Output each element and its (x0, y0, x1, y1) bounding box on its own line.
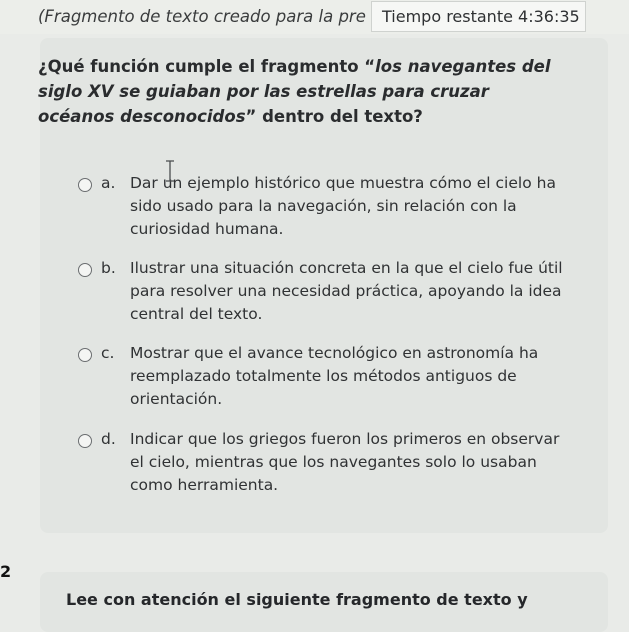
option-letter: a. (101, 174, 116, 192)
question-quote: los navegantes del siglo XV se guiaban por las estrellas para cruzar océanos desconocidos (38, 57, 551, 126)
text-cursor-icon (165, 160, 175, 182)
option-letter: b. (101, 259, 116, 277)
next-question-number: 2 (0, 562, 12, 581)
radio-icon[interactable] (78, 434, 92, 448)
question-text (38, 54, 558, 129)
timer-value: 4:36:35 (518, 7, 580, 26)
radio-icon[interactable] (78, 348, 92, 362)
option-text: Ilustrar una situación concreta en la que el cielo fue útil para resolver una necesidad práctica, apoyando la idea central del texto. (130, 259, 563, 323)
radio-icon[interactable] (78, 178, 92, 192)
next-question-text: Lee con atención el siguiente fragmento de texto y (66, 590, 528, 609)
radio-icon[interactable] (78, 263, 92, 277)
option-text: Mostrar que el avance tecnológico en astronomía ha reemplazado totalmente los métodos antiguos de orientación. (130, 344, 539, 408)
question-prefix: ¿Qué función cumple el fragmento “ (38, 57, 376, 76)
timer-label: Tiempo restante (382, 7, 513, 26)
top-bar (0, 0, 629, 34)
question-suffix: ” dentro del texto? (245, 107, 423, 126)
option-text: Indicar que los griegos fueron los primeros en observar el cielo, mientras que los navegantes solo lo usaban como herramienta. (130, 430, 560, 494)
fragment-hint: (Fragmento de texto creado para la pre (38, 7, 366, 26)
option-letter: c. (101, 344, 115, 362)
timer (371, 1, 586, 32)
option-letter: d. (101, 430, 116, 448)
option-text: Dar un ejemplo histórico que muestra cómo el cielo ha sido usado para la navegación, sin relación con la curiosidad humana. (130, 174, 556, 238)
